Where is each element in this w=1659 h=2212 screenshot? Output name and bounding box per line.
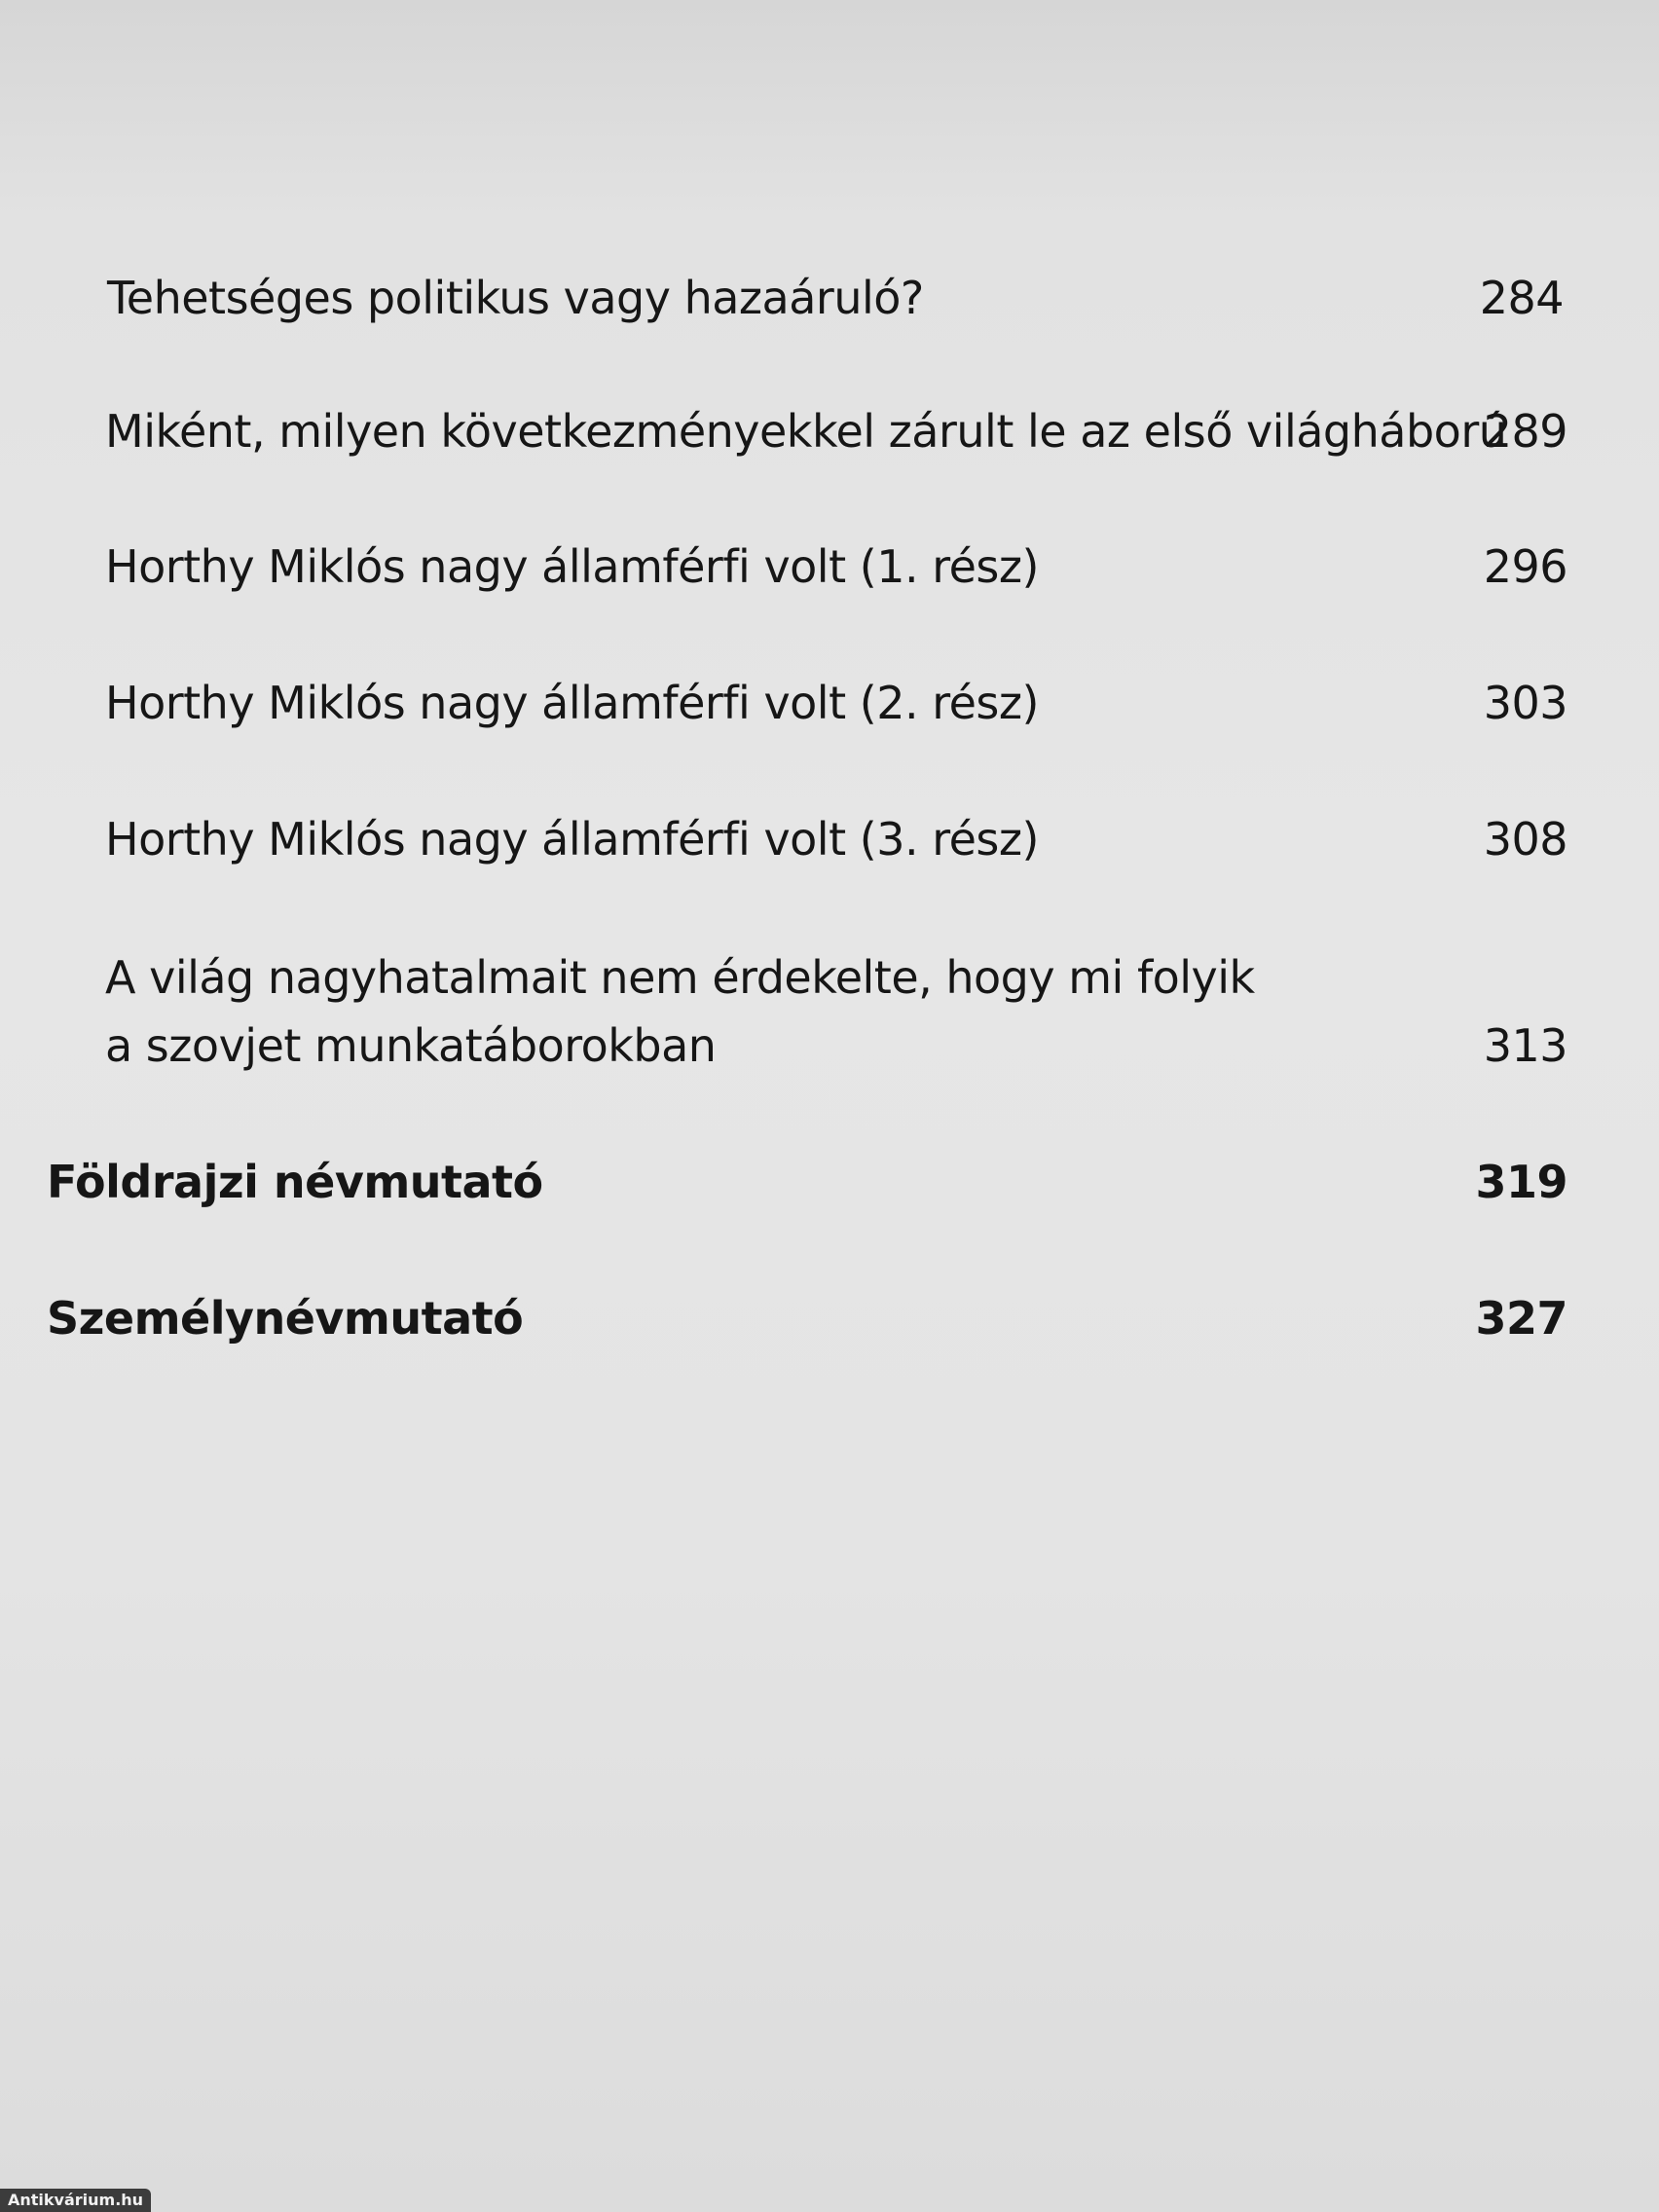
toc-entry-title: Tehetséges politikus vagy hazaáruló?	[107, 272, 924, 324]
toc-entry-page-number: 296	[1483, 540, 1567, 593]
toc-entry-page-number: 284	[1479, 272, 1564, 324]
watermark-label: Antikvárium.hu	[0, 2189, 151, 2212]
toc-entry-title-line: a szovjet munkatáborokban	[105, 1019, 717, 1072]
toc-entry-page-number: 319	[1475, 1156, 1567, 1208]
toc-entry-title: Földrajzi névmutató	[47, 1156, 543, 1208]
toc-entry-page-number: 327	[1475, 1292, 1567, 1345]
toc-entry-title-line: A világ nagyhatalmait nem érdekelte, hogy mi folyik	[105, 951, 1255, 1004]
toc-entry-title: Horthy Miklós nagy államférfi volt (1. rész)	[105, 540, 1039, 593]
toc-entry-title: Személynévmutató	[47, 1292, 524, 1345]
toc-entry-page-number: 313	[1483, 1019, 1567, 1072]
toc-entry-page-number: 303	[1483, 677, 1567, 729]
toc-entry-title: Horthy Miklós nagy államférfi volt (3. rész)	[105, 813, 1039, 866]
toc-entry-title: Horthy Miklós nagy államférfi volt (2. rész)	[105, 677, 1039, 729]
toc-entry-page-number: 308	[1483, 813, 1567, 866]
toc-entry-title: Miként, milyen következményekkel zárult le az első világháború	[105, 405, 1507, 458]
toc-entry-page-number: 289	[1483, 405, 1567, 458]
